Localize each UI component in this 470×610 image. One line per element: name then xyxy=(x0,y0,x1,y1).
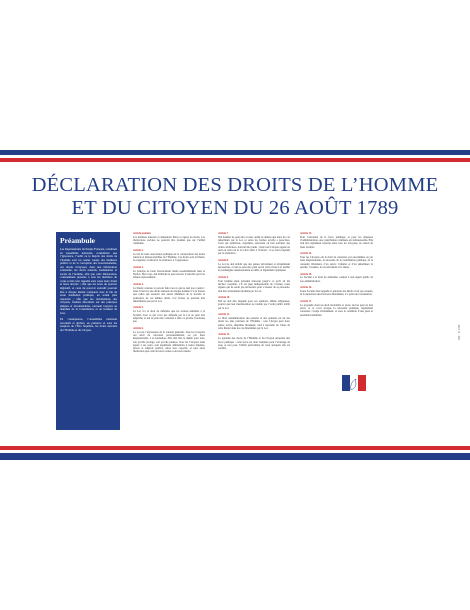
article-item xyxy=(218,276,290,293)
article-text: La liberté consiste à pouvoir faire tout ce qui ne nuit pas à autrui : ainsi l’exercice des droits naturels de chaque homme n’a de bornes que celles qui assurent aux autres Membres de la Société la jouissance de ces mêmes droits. Ces bornes ne peuvent être déterminées que par la Loi. xyxy=(133,286,205,303)
article-text: La Loi est l’expression de la volonté générale. Tous les Citoyens ont droit de concourir personnellement, ou par leurs Représentants, à sa formation. Elle doit être la même pour tous, soit qu’elle protège, soit qu’elle punisse. Tous les Citoyens étant égaux à ses yeux, sont également admissibles à toutes dignités, places et emplois publics, selon leur capacité, et sans autre distinction que celle de leurs vertus et de leurs talents. xyxy=(133,330,205,354)
article-item xyxy=(133,249,205,263)
articles-column-1 xyxy=(133,232,205,432)
article-item xyxy=(300,286,373,296)
article-heading: Article 10. xyxy=(218,296,230,300)
article-heading: Article 12. xyxy=(218,333,230,337)
article-text: La propriété étant un droit inviolable et sacré, nul ne peut en être privé, si ce n’est lorsque la nécessité publique, légalement constatée, l’exige évidemment, et sous la condition d’une juste et préalable indemnité. xyxy=(300,303,373,317)
article-heading: Article 8. xyxy=(218,258,229,262)
article-text: La libre communication des pensées et des opinions est un des droits les plus précieux de l’Homme : tout Citoyen peut donc parler, écrire, imprimer librement, sauf à répondre de l’abus de cette liberté dans les cas déterminés par la Loi. xyxy=(218,316,290,330)
article-heading: Article 7. xyxy=(218,232,229,235)
article-item xyxy=(133,266,205,280)
article-item xyxy=(133,232,205,246)
marianne-logo-icon xyxy=(342,375,366,391)
article-heading: Article 15. xyxy=(300,272,312,276)
article-text: Le principe de toute Souveraineté réside essentiellement dans la Nation. Nul corps, nul individu ne peut exercer d’autorité qui n’en émane expressément. xyxy=(133,269,205,280)
preamble-paragraph-2: En conséquence, l’Assemblée nationale reconnaît et déclare, en présence et sous les auspices de l’Être Suprême, les droits suivants de l’Homme et du Citoyen. xyxy=(60,317,117,333)
article-heading: Article 3. xyxy=(133,265,144,269)
article-heading: Article 9. xyxy=(218,275,229,279)
article-item xyxy=(133,283,205,303)
article-text: Nul homme ne peut être accusé, arrêté ni détenu que dans les cas déterminés par la Loi, et selon les formes qu’elle a prescrites. Ceux qui sollicitent, expédient, exécutent ou font exécuter des ordres arbitraires, doivent être punis ; mais tout Citoyen appelé ou saisi en vertu de la Loi doit obéir à l’instant : il se rend coupable par la résistance. xyxy=(218,235,290,256)
preamble-paragraph-1: Les Représentants du Peuple Français, constitués en Assemblée nationale, considérant que l’ignorance, l’oubli ou le mépris des droits de l’homme sont les seules causes des malheurs publics et de la corruption des Gouvernements, ont résolu d’exposer, dans une Déclaration solennelle, les droits naturels, inaliénables et sacrés de l’homme, afin que cette Déclaration, constamment présente à tous les membres du corps social, leur rappelle sans cesse leurs droits et leurs devoirs ; afin que les actes du pouvoir législatif, et ceux du pouvoir exécutif pouvant être à chaque instant comparés avec le but de toute institution politique, en soient plus respectés ; afin que les réclamations des citoyens, fondées désormais sur des principes simples et incontestables, tournent toujours au maintien de la Constitution, et au bonheur de tous. xyxy=(60,247,117,315)
article-heading: Article 13. xyxy=(300,232,312,235)
article-heading: Article 16. xyxy=(300,286,312,290)
article-item xyxy=(218,259,290,273)
article-heading: Article 4. xyxy=(133,282,144,286)
article-heading: Article 2. xyxy=(133,248,144,252)
imprint-reference: Réf. : D 1789 xyxy=(458,324,461,340)
article-heading: Article premier. xyxy=(133,232,152,235)
article-heading: Article 6. xyxy=(133,326,144,330)
poster-title xyxy=(0,174,470,220)
article-text: Les hommes naissent et demeurent libres et égaux en droits. Les distinctions sociales ne peuvent être fondées que sur l’utilité commune. xyxy=(133,235,205,246)
article-text: La Loi ne doit établir que des peines strictement et évidemment nécessaires, et nul ne peut être puni qu’en vertu d’une Loi établie et promulguée antérieurement au délit, et légalement appliquée. xyxy=(218,262,290,273)
articles-column-3 xyxy=(300,232,373,432)
article-item xyxy=(133,306,205,323)
article-item xyxy=(300,273,373,283)
articles-column-2 xyxy=(218,232,290,432)
article-text: Toute Société dans laquelle la garantie des Droits n’est pas assurée, ni la séparation des Pouvoirs déterminée, n’a point de Constitution. xyxy=(300,290,373,297)
title-line-1: DÉCLARATION DES DROITS DE L’HOMME xyxy=(31,174,439,196)
article-heading: Article 5. xyxy=(133,306,144,310)
article-heading: Article 14. xyxy=(300,252,312,256)
article-text: Le but de toute association politique est la conservation des droits naturels et imprescriptibles de l’Homme. Ces droits sont la liberté, la propriété, la sûreté et la résistance à l’oppression. xyxy=(133,252,205,263)
article-heading: Article 11. xyxy=(218,313,230,317)
article-text: La Société a le droit de demander compte à tout Agent public de son administration. xyxy=(300,276,373,283)
title-line-2: ET DU CITOYEN DU 26 AOÛT 1789 xyxy=(71,197,399,219)
article-text: La garantie des droits de l’Homme et du Citoyen nécessite une force publique : cette force est donc instituée pour l’avantage de tous, et non pour l’utilité particulière de ceux auxquels elle est confiée. xyxy=(218,337,290,351)
article-text: Pour l’entretien de la force publique, et pour les dépenses d’administration, une contribution commune est indispensable. Elle doit être également répartie entre tous les Citoyens, en raison de leurs facultés. xyxy=(300,235,373,249)
article-text: Tous les Citoyens ont le droit de constater, par eux-mêmes ou par leurs Représentants, la nécessité de la contribution publique, de la consentir librement, d’en suivre l’emploi et d’en déterminer la quotité, l’assiette, le recouvrement et la durée. xyxy=(300,256,373,270)
article-item xyxy=(300,252,373,269)
poster xyxy=(0,150,470,460)
article-text: Nul ne doit être inquiété pour ses opinions, même religieuses, pourvu que leur manifestation ne trouble pas l’ordre public établi par la Loi. xyxy=(218,299,290,310)
article-item xyxy=(218,333,290,350)
preamble-heading: Préambule xyxy=(60,236,95,245)
article-item xyxy=(300,232,373,249)
article-item xyxy=(300,300,373,317)
article-item xyxy=(218,232,290,256)
article-item xyxy=(218,313,290,330)
article-item xyxy=(218,296,290,310)
article-heading: Article 17. xyxy=(300,299,312,303)
preamble-box xyxy=(56,232,120,430)
article-item xyxy=(133,327,205,354)
top-red-stripe xyxy=(0,158,470,162)
bottom-blue-stripe xyxy=(0,453,470,460)
article-text: Tout homme étant présumé innocent jusqu’à ce qu’il ait été déclaré coupable, s’il est jugé indispensable de l’arrêter, toute rigueur qui ne serait pas nécessaire pour s’assurer de sa personne, doit être sévèrement réprimée par la Loi. xyxy=(218,279,290,293)
article-text: La Loi n’a le droit de défendre que les actions nuisibles à la Société. Tout ce qui n’est pas défendu par la Loi ne peut être empêché, et nul ne peut être contraint à faire ce qu’elle n’ordonne pas. xyxy=(133,310,205,324)
